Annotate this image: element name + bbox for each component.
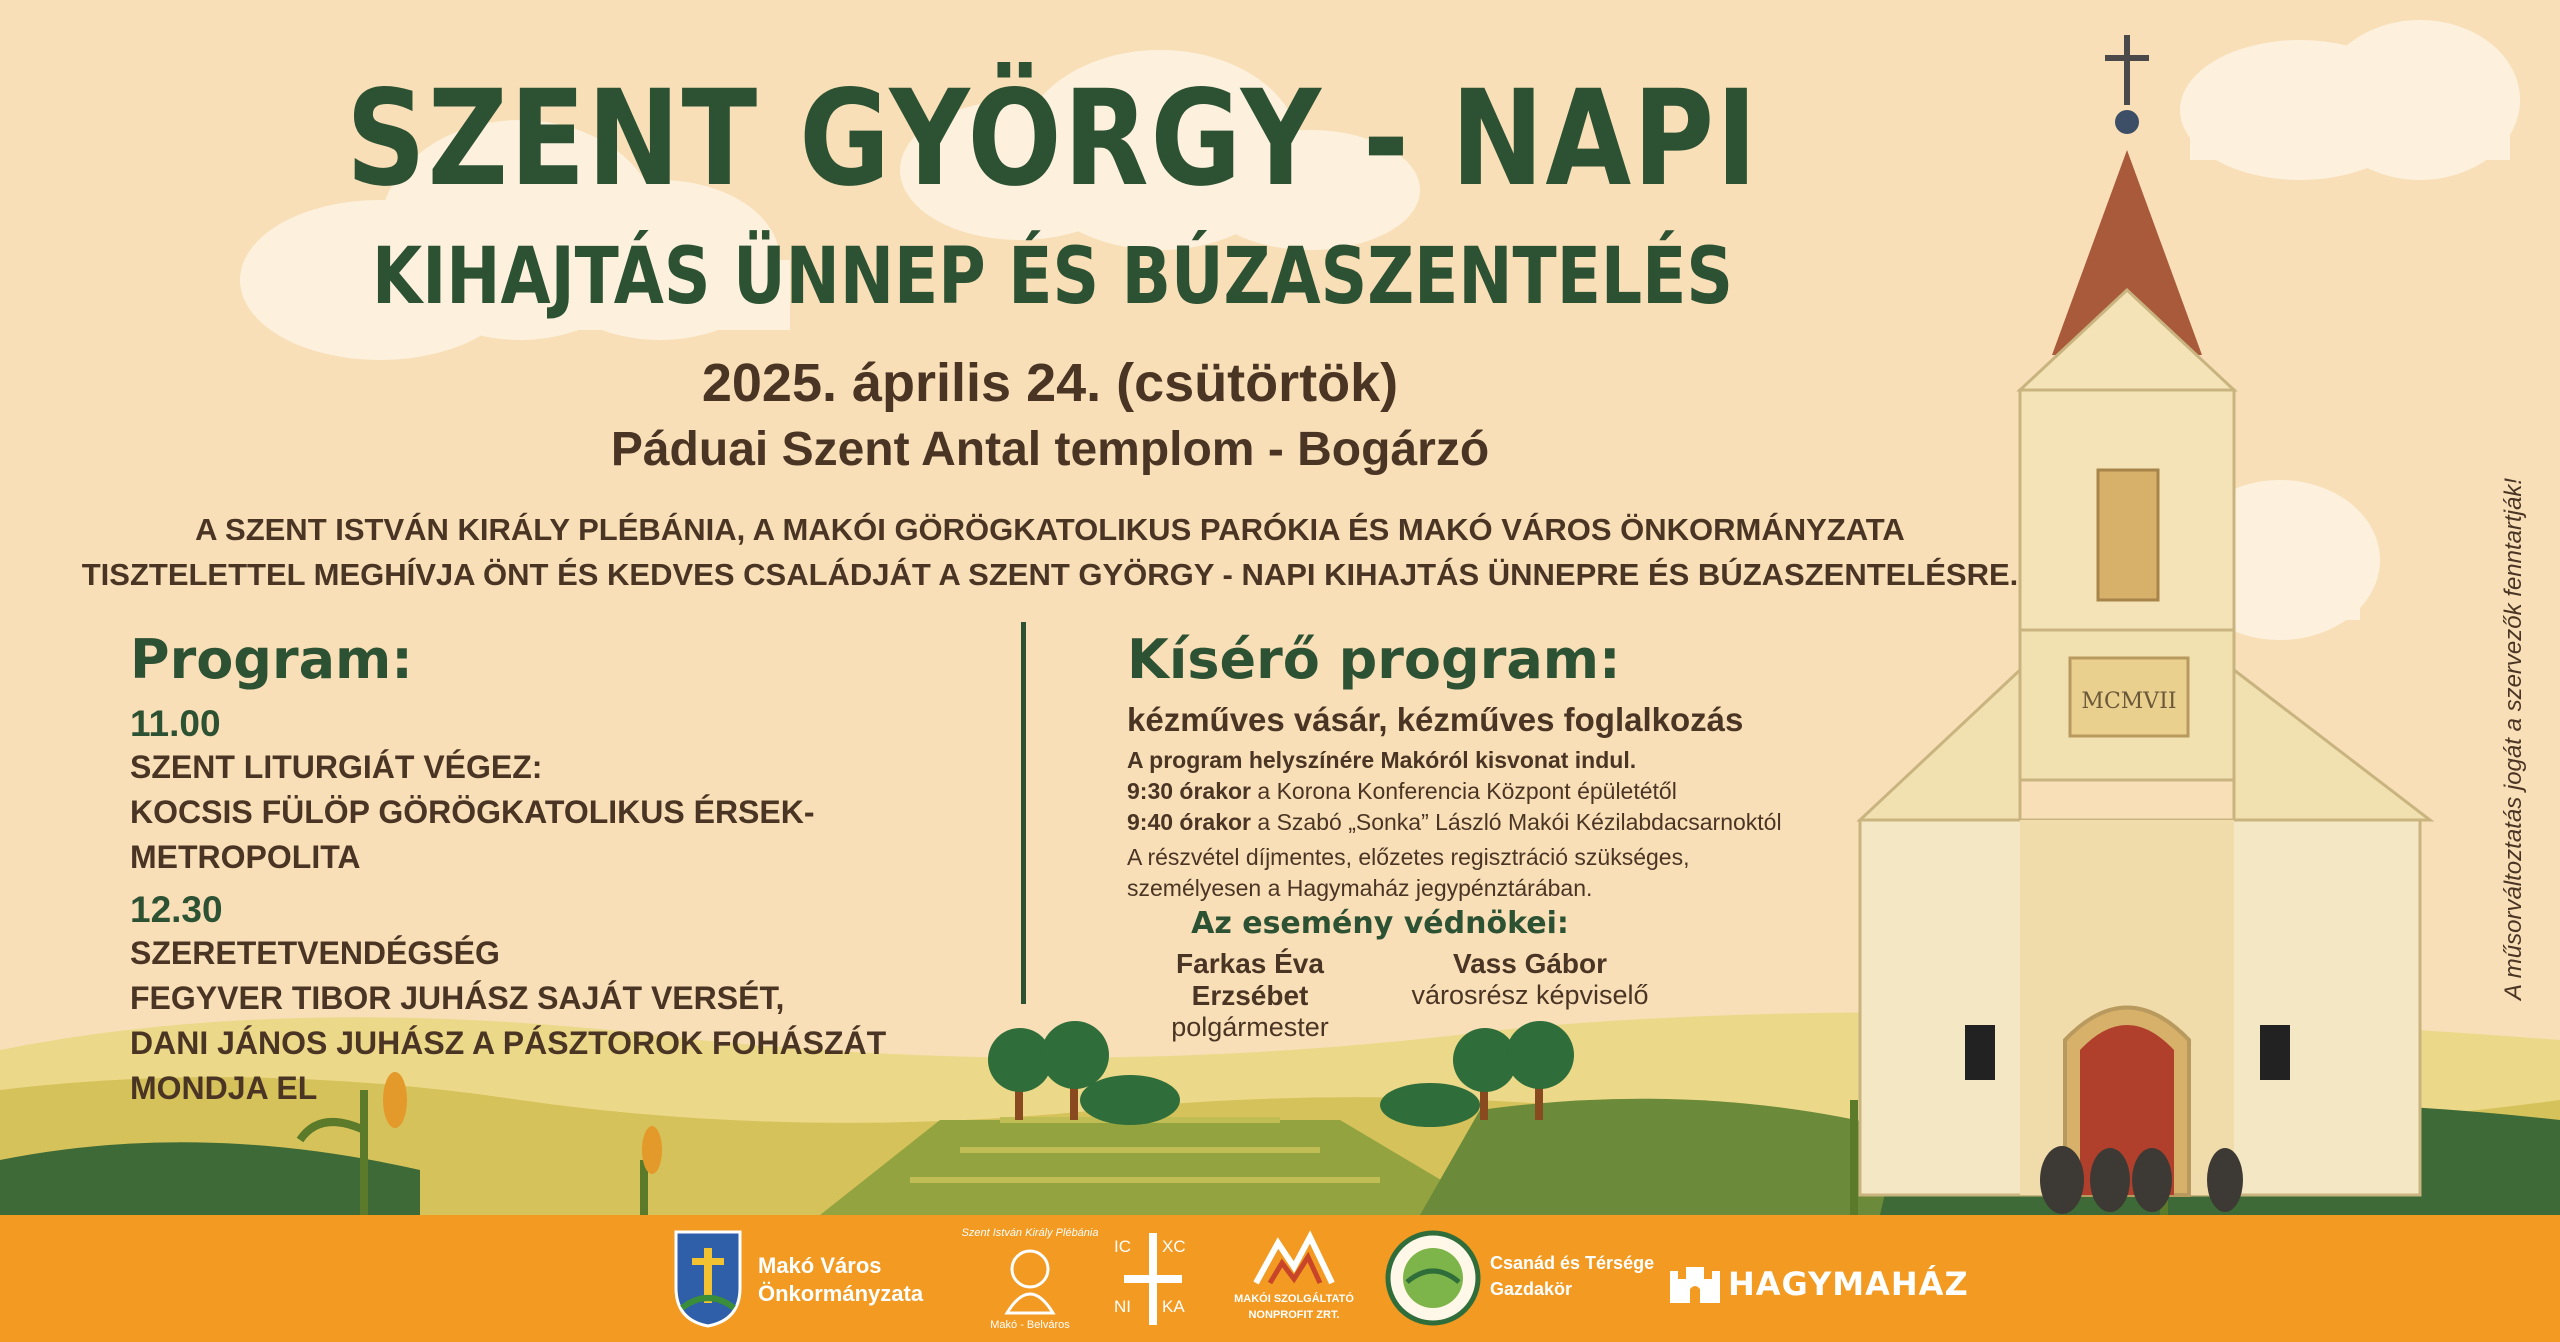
patron: [1410, 948, 1650, 1011]
column-divider: [1021, 622, 1026, 1004]
program-line: SZERETETVENDÉGSÉG: [130, 935, 500, 972]
cross-letter: NI: [1114, 1297, 1131, 1316]
departure-row: [1127, 776, 1847, 807]
saint-icon: [995, 1245, 1065, 1315]
cross-letter: IC: [1114, 1237, 1131, 1256]
logo-farmers-text2: Gazdakör: [1490, 1279, 1573, 1299]
program-time: 12.30: [130, 889, 223, 931]
departure-place: a Korona Konferencia Központ épületétől: [1257, 778, 1677, 805]
side-program-heading: Kísérő program:: [1127, 628, 1621, 691]
logo-parish-text2: Makó - Belváros: [990, 1319, 1070, 1331]
train-note: A program helyszínére Makóról kisvonat indul.: [1127, 747, 1637, 773]
title-line1: SZENT GYÖRGY - NAPI: [346, 62, 1759, 216]
departure-time: 9:40 órakor: [1127, 809, 1252, 836]
logo-mako-text2: Önkormányzata: [758, 1281, 924, 1306]
event-date: 2025. április 24. (csütörtök): [701, 353, 1399, 413]
patrons-heading: Az esemény védnökei:: [1191, 906, 1569, 941]
logo-hagymahaz: HAGYMAHÁZ: [1728, 1265, 1969, 1303]
church-plaque: MCMVII: [2081, 689, 2177, 714]
departure-row: [1127, 807, 1847, 838]
program-heading: Program:: [130, 628, 413, 691]
cross-letter: KA: [1162, 1297, 1185, 1316]
event-venue: Páduai Szent Antal templom - Bogárzó: [610, 423, 1490, 476]
patron-role: polgármester: [1171, 1012, 1329, 1042]
program-item: [130, 889, 1010, 1110]
patron: [1120, 948, 1380, 1043]
organizer-disclaimer: A műsorváltoztatás jogát a szervezők fenntartják!: [2500, 477, 2527, 1000]
logo-farmers-text1: Csanád és Térsége: [1490, 1253, 1655, 1273]
program-line: FEGYVER TIBOR JUHÁSZ SAJÁT VERSÉT,: [130, 980, 785, 1017]
title-line2: KIHAJTÁS ÜNNEP ÉS BÚZASZENTELÉS: [372, 232, 1734, 322]
logo-service-text1: MAKÓI SZOLGÁLTATÓ: [1234, 1293, 1354, 1305]
program-item: [130, 703, 1010, 879]
side-program-section: [1127, 628, 1847, 904]
patron-role: városrész képviselő: [1411, 980, 1649, 1010]
registration-note-line1: A részvétel díjmentes, előzetes regisztráció szükséges,: [1127, 844, 1690, 871]
castle-icon: [1668, 1263, 1722, 1303]
patron-name: Vass Gábor: [1452, 948, 1608, 979]
program-line: KOCSIS FÜLÖP GÖRÖGKATOLIKUS ÉRSEK-METROPOLITA: [130, 793, 815, 875]
program-section: [130, 628, 1010, 1111]
side-program-subtitle: kézműves vásár, kézműves foglalkozás: [1127, 701, 1744, 738]
invitation-text: [0, 508, 2100, 598]
logo-mako-text1: Makó Város: [758, 1253, 882, 1278]
cross-letter: XC: [1162, 1237, 1186, 1256]
patron-name: Farkas Éva Erzsébet: [1176, 948, 1324, 1011]
sponsor-footer: [0, 1215, 2560, 1342]
mountain-logo-icon: [1252, 1227, 1336, 1287]
invitation-line2: TISZTELETTEL MEGHÍVJA ÖNT ÉS KEDVES CSALÁDJÁT A SZENT GYÖRGY - NAPI KIHAJTÁS ÜNNEPRE ÉS BÚZASZENTELÉSRE.: [81, 556, 2019, 592]
farmers-circle-icon: [1385, 1230, 1481, 1326]
logo-parish-text1: Szent István Király Plébánia: [961, 1227, 1099, 1239]
logo-service-text2: NONPROFIT ZRT.: [1248, 1309, 1340, 1321]
program-line: DANI JÁNOS JUHÁSZ A PÁSZTOROK FOHÁSZÁT MONDJA EL: [130, 1024, 887, 1106]
departure-place: a Szabó „Sonka” László Makói Kézilabdacsarnoktól: [1257, 809, 1782, 836]
departure-time: 9:30 órakor: [1127, 778, 1252, 805]
invitation-line1: A SZENT ISTVÁN KIRÁLY PLÉBÁNIA, A MAKÓI GÖRÖGKATOLIKUS PARÓKIA ÉS MAKÓ VÁROS ÖNKORMÁNYZATA: [195, 512, 1905, 547]
program-line: SZENT LITURGIÁT VÉGEZ:: [130, 749, 543, 785]
program-time: 11.00: [130, 703, 221, 744]
registration-note-line2: személyesen a Hagymaház jegypénztárában.: [1127, 875, 1593, 902]
coat-of-arms-icon: [672, 1228, 744, 1328]
